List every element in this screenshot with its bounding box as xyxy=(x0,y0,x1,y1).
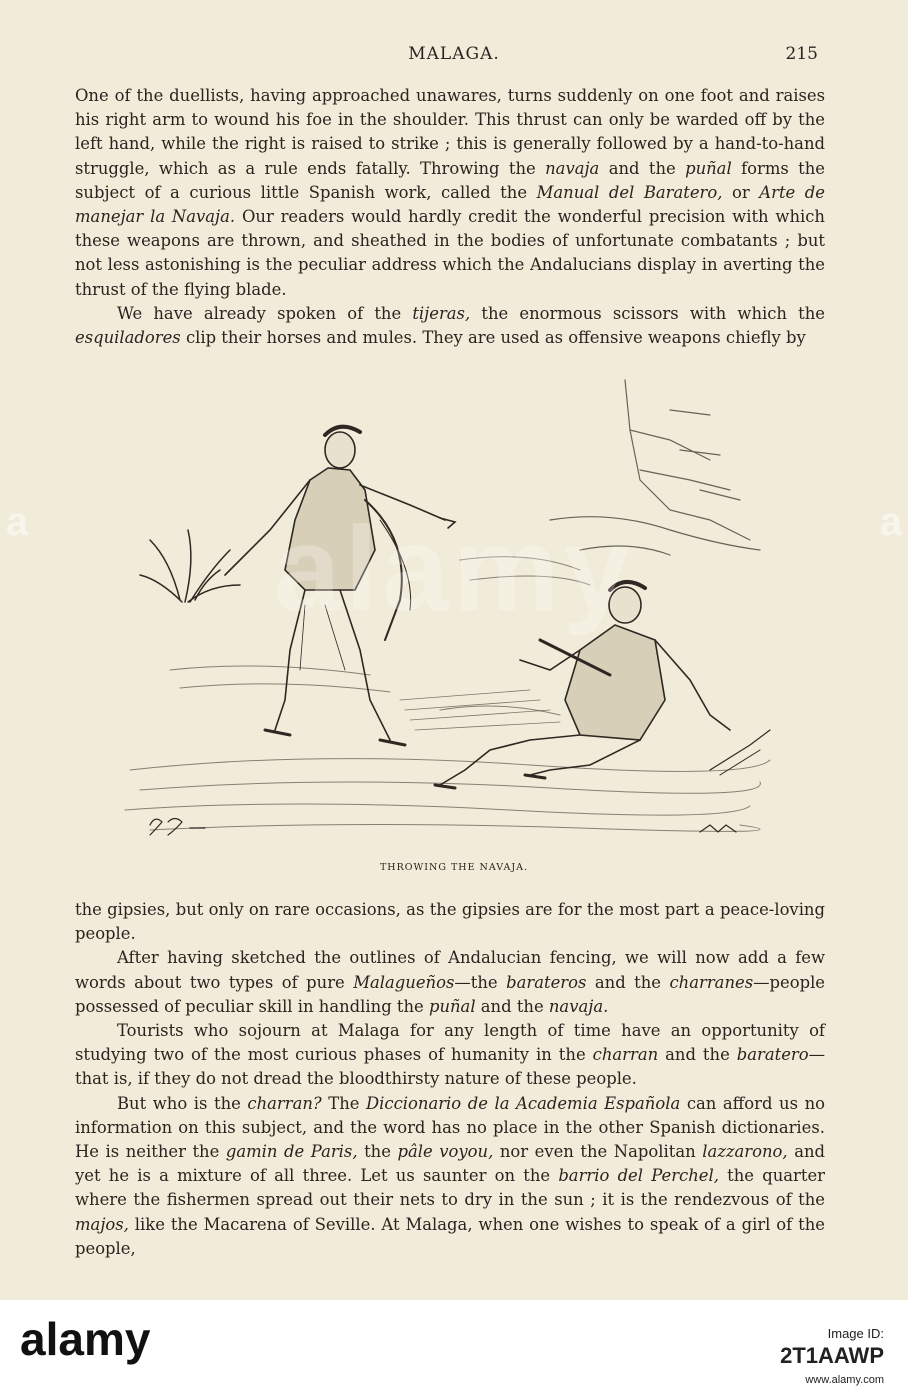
italic-term: esquiladores xyxy=(75,328,181,348)
watermark-left: a xyxy=(6,500,29,544)
text-run: One of the duellists, having approached unawares, turns suddenly on one foot and raises his right arm to wound his foe in the shoulder. This thrust can only be warded off by the left hand, while the right is raised to strike ; this is generally followed by a hand-to-hand struggle, which as a rule ends fatally. Throwing the xyxy=(75,86,825,178)
italic-term: pâle voyou, xyxy=(397,1142,494,1162)
stock-footer xyxy=(0,1300,908,1390)
ruined-wall xyxy=(550,380,760,555)
italic-term: navaja xyxy=(545,158,600,178)
italic-term: barrio del Perchel, xyxy=(558,1166,719,1186)
italic-term: lazzarono, xyxy=(702,1142,788,1162)
paragraph xyxy=(75,1019,825,1092)
paragraph xyxy=(75,946,825,1019)
italic-term: majos, xyxy=(75,1214,129,1234)
running-head xyxy=(0,44,908,70)
italic-term: Diccionario de la Academia Española xyxy=(366,1093,681,1113)
italic-term: tijeras, xyxy=(412,303,471,323)
text-block-bottom xyxy=(75,898,825,1261)
text-run: and the xyxy=(599,158,686,178)
illustration xyxy=(110,370,780,850)
italic-term: navaja. xyxy=(548,996,609,1016)
text-run: and yet he is a mixture of all three. Let us saunter on the xyxy=(75,1142,826,1186)
ground-hatching xyxy=(125,557,770,832)
text-run: But who is the xyxy=(117,1093,248,1113)
page-title: MALAGA. xyxy=(408,44,500,64)
footer-url: www.alamy.com xyxy=(805,1374,884,1386)
text-run: and the xyxy=(475,996,549,1016)
italic-term: barateros xyxy=(506,972,587,992)
text-run: the enormous scissors with which the xyxy=(470,303,825,323)
text-run: the xyxy=(357,1142,398,1162)
fallen-duellist xyxy=(435,582,770,788)
text-run: and the xyxy=(586,972,670,992)
italic-term: gamin de Paris, xyxy=(225,1142,358,1162)
text-run: the quarter where the fishermen spread out their nets to dry in the sun ; it is the rendezvous of the xyxy=(75,1166,825,1210)
text-run: and the xyxy=(658,1045,737,1065)
text-block-top xyxy=(75,84,825,350)
page-number: 215 xyxy=(785,44,818,64)
watermark: alamy xyxy=(273,502,635,636)
paragraph xyxy=(75,898,825,946)
italic-term: charran xyxy=(592,1045,659,1065)
italic-term: charranes xyxy=(669,972,754,992)
text-run: forms the subject of a curious little Spanish work, called the xyxy=(75,158,825,202)
image-id-block xyxy=(0,1326,908,1369)
image-id-label: Image ID: xyxy=(827,1326,884,1341)
illustration-caption: THROWING THE NAVAJA. xyxy=(379,862,529,873)
paragraph xyxy=(75,84,825,302)
paragraph xyxy=(75,302,825,350)
italic-term: Manual del Baratero, xyxy=(536,182,723,202)
text-run: —that is, if they do not dread the bloodthirsty nature of these people. xyxy=(75,1045,826,1089)
text-run: like the Macarena of Seville. At Malaga, when one wishes to speak of a girl of the people, xyxy=(75,1214,825,1258)
alamy-logo: alamy xyxy=(20,1313,151,1365)
text-run: The xyxy=(321,1093,367,1113)
standing-duellist xyxy=(225,427,455,745)
text-run: Our readers would hardly credit the wonderful precision with which these weapons are thrown, and sheathed in the bodies of unfortunate combatants ; but not less astonishing is the peculiar address which the Andalucians display in averting the thrust of the flying blade. xyxy=(75,207,825,299)
italic-term: puñal xyxy=(428,996,476,1016)
engraving-image xyxy=(110,370,780,850)
text-run: After having sketched the outlines of Andalucian fencing, we will now add a few words about two types of pure xyxy=(75,948,825,992)
image-id-code: 2T1AAWP xyxy=(780,1343,884,1368)
text-run: can afford us no information on this subject, and the word has no place in the other Spanish dictionaries. He is neither the xyxy=(75,1093,826,1162)
agave-plant xyxy=(140,530,240,602)
text-run: clip their horses and mules. They are used as offensive weapons chiefly by xyxy=(180,328,806,348)
text-run: We have already spoken of the xyxy=(117,303,413,323)
text-run: Tourists who sojourn at Malaga for any length of time have an opportunity of studying two of the most curious phases of humanity in the xyxy=(75,1021,825,1065)
watermark-right: a xyxy=(879,500,902,544)
text-run: nor even the Napolitan xyxy=(493,1142,703,1162)
italic-term: baratero xyxy=(736,1045,809,1065)
italic-term: Malagueños xyxy=(353,972,455,992)
italic-term: Arte de manejar la Navaja. xyxy=(75,182,825,227)
italic-term: charran? xyxy=(247,1093,322,1113)
text-run: the gipsies, but only on rare occasions, as the gipsies are for the most part a peace-loving people. xyxy=(75,900,825,944)
text-run: —people possessed of peculiar skill in handling the xyxy=(75,972,826,1016)
text-run: —the xyxy=(454,972,507,992)
italic-term: puñal xyxy=(685,158,732,178)
text-run: or xyxy=(722,182,760,202)
paragraph xyxy=(75,1092,825,1261)
